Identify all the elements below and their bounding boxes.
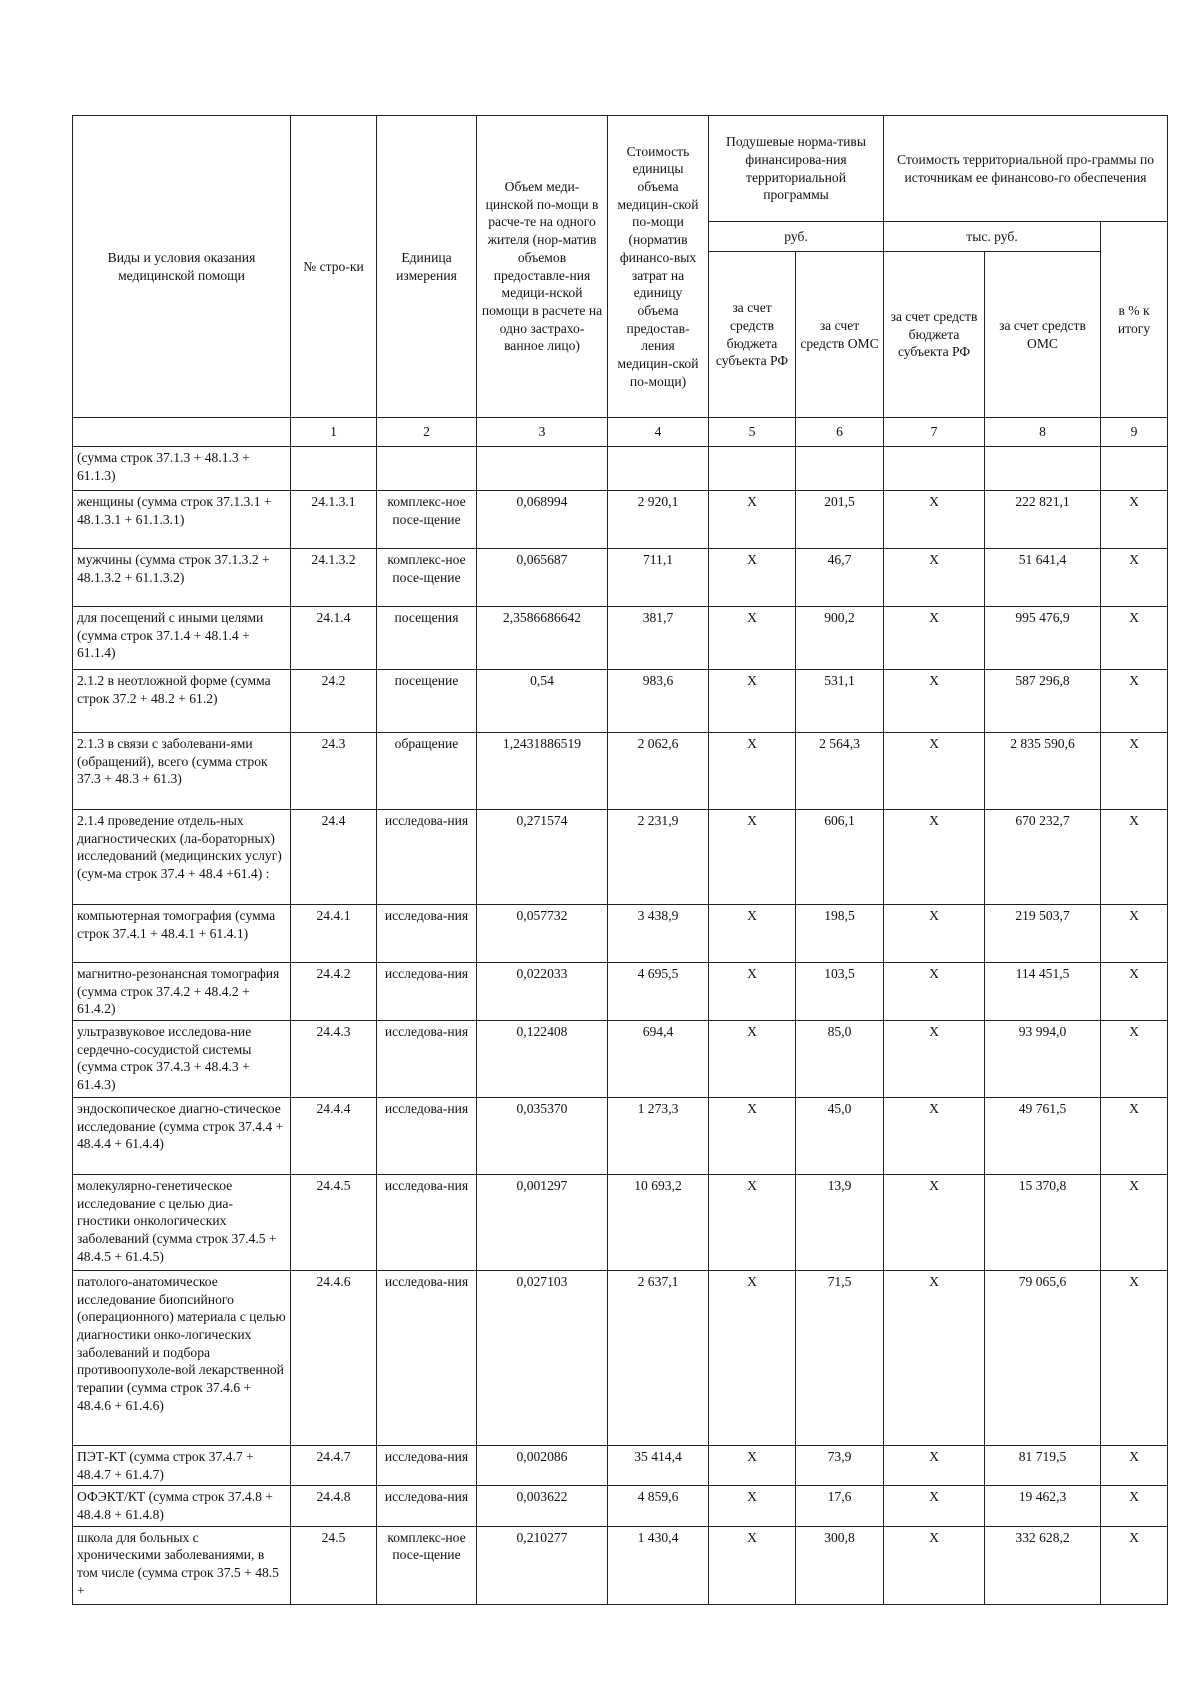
row-name: эндоскопическое диагно-стическое исследование (сумма строк 37.4.4 + 48.4.4 + 61.4.4) — [73, 1098, 291, 1175]
row-budget-rub: X — [709, 607, 796, 670]
row-volume: 1,2431886519 — [477, 733, 608, 810]
table-header — [73, 116, 1168, 447]
column-number: 4 — [608, 418, 709, 447]
row-unit: комплекс-ное посе-щение — [377, 549, 477, 607]
row-unit: исследова-ния — [377, 1175, 477, 1271]
row-percent: X — [1101, 810, 1168, 905]
row-cost: 983,6 — [608, 670, 709, 733]
row-budget-thousand: X — [884, 810, 985, 905]
row-volume: 0,003622 — [477, 1486, 608, 1526]
row-oms-rub: 531,1 — [796, 670, 884, 733]
row-percent: X — [1101, 733, 1168, 810]
row-unit: исследова-ния — [377, 1446, 477, 1486]
row-budget-thousand: X — [884, 1446, 985, 1486]
row-budget-thousand: X — [884, 1175, 985, 1271]
row-percent: X — [1101, 549, 1168, 607]
row-name: ультразвуковое исследова-ние сердечно-сосудистой системы (сумма строк 37.4.3 + 48.4.3 + 61.4.3) — [73, 1021, 291, 1098]
header-unit-thousand-rub: тыс. руб. — [884, 222, 1101, 252]
table-row — [73, 1446, 1168, 1486]
row-oms-rub: 103,5 — [796, 963, 884, 1021]
column-number-empty — [73, 418, 291, 447]
row-volume: 0,057732 — [477, 905, 608, 963]
row-budget-rub: X — [709, 549, 796, 607]
header-budget-thousand: за счет средств бюджета субъекта РФ — [884, 252, 985, 418]
row-cost: 10 693,2 — [608, 1175, 709, 1271]
row-cost: 381,7 — [608, 607, 709, 670]
row-oms-thousand: 670 232,7 — [985, 810, 1101, 905]
row-volume: 0,068994 — [477, 491, 608, 549]
row-number: 24.1.4 — [291, 607, 377, 670]
row-number: 24.3 — [291, 733, 377, 810]
row-percent: X — [1101, 1526, 1168, 1604]
row-percent: X — [1101, 1271, 1168, 1446]
row-volume — [477, 447, 608, 491]
row-budget-rub: X — [709, 1175, 796, 1271]
row-unit: исследова-ния — [377, 1098, 477, 1175]
row-budget-rub: X — [709, 810, 796, 905]
row-cost: 694,4 — [608, 1021, 709, 1098]
row-oms-thousand: 332 628,2 — [985, 1526, 1101, 1604]
row-percent: X — [1101, 670, 1168, 733]
row-oms-thousand: 51 641,4 — [985, 549, 1101, 607]
row-percent — [1101, 447, 1168, 491]
row-name: ПЭТ-КТ (сумма строк 37.4.7 + 48.4.7 + 61.4.7) — [73, 1446, 291, 1486]
header-percent: в % к итогу — [1101, 222, 1168, 418]
row-budget-thousand: X — [884, 1098, 985, 1175]
row-unit: посещения — [377, 607, 477, 670]
row-unit: комплекс-ное посе-щение — [377, 1526, 477, 1604]
row-budget-rub: X — [709, 1526, 796, 1604]
row-volume: 0,001297 — [477, 1175, 608, 1271]
row-oms-rub: 46,7 — [796, 549, 884, 607]
table-row — [73, 1175, 1168, 1271]
table-row — [73, 733, 1168, 810]
row-volume: 0,065687 — [477, 549, 608, 607]
row-name: 2.1.4 проведение отдель-ных диагностических (ла-бораторных) исследований (медицинских услуг) (сум-ма строк 37.4 + 48.4 +61.4) : — [73, 810, 291, 905]
row-volume: 0,035370 — [477, 1098, 608, 1175]
table-row — [73, 607, 1168, 670]
row-cost: 1 430,4 — [608, 1526, 709, 1604]
column-numbers-row — [73, 418, 1168, 447]
row-unit: исследова-ния — [377, 1271, 477, 1446]
row-number: 24.5 — [291, 1526, 377, 1604]
row-number: 24.1.3.1 — [291, 491, 377, 549]
row-percent: X — [1101, 963, 1168, 1021]
row-budget-rub: X — [709, 1021, 796, 1098]
table-row — [73, 1021, 1168, 1098]
row-cost: 1 273,3 — [608, 1098, 709, 1175]
row-oms-rub: 2 564,3 — [796, 733, 884, 810]
row-volume: 0,210277 — [477, 1526, 608, 1604]
row-percent: X — [1101, 905, 1168, 963]
header-budget-rub: за счет средств бюджета субъекта РФ — [709, 252, 796, 418]
row-percent: X — [1101, 607, 1168, 670]
header-oms-thousand: за счет средств ОМС — [985, 252, 1101, 418]
row-budget-thousand: X — [884, 1486, 985, 1526]
table-row — [73, 670, 1168, 733]
row-number: 24.4 — [291, 810, 377, 905]
row-number: 24.4.4 — [291, 1098, 377, 1175]
row-budget-thousand — [884, 447, 985, 491]
column-number: 6 — [796, 418, 884, 447]
row-name: ОФЭКТ/КТ (сумма строк 37.4.8 + 48.4.8 + 61.4.8) — [73, 1486, 291, 1526]
header-per-capita: Подушевые норма-тивы финансирова-ния территориальной программы — [709, 116, 884, 222]
row-percent: X — [1101, 1175, 1168, 1271]
row-budget-thousand: X — [884, 549, 985, 607]
row-oms-rub: 17,6 — [796, 1486, 884, 1526]
row-budget-rub: X — [709, 1098, 796, 1175]
row-budget-thousand: X — [884, 607, 985, 670]
row-number: 24.4.8 — [291, 1486, 377, 1526]
row-budget-thousand: X — [884, 963, 985, 1021]
row-volume: 0,122408 — [477, 1021, 608, 1098]
row-budget-thousand: X — [884, 491, 985, 549]
header-cost-program: Стоимость территориальной про-граммы по источникам ее финансово-го обеспечения — [884, 116, 1168, 222]
row-cost: 4 859,6 — [608, 1486, 709, 1526]
row-unit: исследова-ния — [377, 810, 477, 905]
row-budget-rub: X — [709, 905, 796, 963]
column-number: 3 — [477, 418, 608, 447]
row-number: 24.4.6 — [291, 1271, 377, 1446]
table-row — [73, 1526, 1168, 1604]
row-oms-thousand: 222 821,1 — [985, 491, 1101, 549]
row-number: 24.2 — [291, 670, 377, 733]
row-cost: 4 695,5 — [608, 963, 709, 1021]
row-budget-rub: X — [709, 733, 796, 810]
table-row — [73, 491, 1168, 549]
row-name: школа для больных с хроническими заболеваниями, в том числе (сумма строк 37.5 + 48.5 + — [73, 1526, 291, 1604]
row-budget-rub: X — [709, 1486, 796, 1526]
row-number: 24.4.5 — [291, 1175, 377, 1271]
row-unit: исследова-ния — [377, 1021, 477, 1098]
row-name: (сумма строк 37.1.3 + 48.1.3 + 61.1.3) — [73, 447, 291, 491]
column-number: 7 — [884, 418, 985, 447]
table-row — [73, 1486, 1168, 1526]
column-number: 1 — [291, 418, 377, 447]
header-types: Виды и условия оказания медицинской помощи — [73, 116, 291, 418]
table-row — [73, 810, 1168, 905]
row-name: компьютерная томография (сумма строк 37.4.1 + 48.4.1 + 61.4.1) — [73, 905, 291, 963]
row-oms-thousand: 93 994,0 — [985, 1021, 1101, 1098]
table-row — [73, 1098, 1168, 1175]
table-row — [73, 963, 1168, 1021]
row-cost — [608, 447, 709, 491]
row-oms-rub: 198,5 — [796, 905, 884, 963]
row-cost: 711,1 — [608, 549, 709, 607]
row-oms-thousand: 15 370,8 — [985, 1175, 1101, 1271]
row-oms-thousand: 995 476,9 — [985, 607, 1101, 670]
row-volume: 0,271574 — [477, 810, 608, 905]
row-oms-rub: 71,5 — [796, 1271, 884, 1446]
header-volume: Объем меди-цинской по-мощи в расче-те на одного жителя (нор-матив объемов предоставле-ния медици-нской помощи в расчете на одно застрахо-ванное лицо) — [477, 116, 608, 418]
row-number: 24.4.1 — [291, 905, 377, 963]
row-volume: 2,3586686642 — [477, 607, 608, 670]
row-name: патолого-анатомическое исследование биопсийного (операционного) материала с целью диагностики онко-логических заболеваний и подбора противоопухоле-вой лекарственной терапии (сумма строк 37.4.6 + 48.4.6 + 61.4.6) — [73, 1271, 291, 1446]
row-oms-thousand: 79 065,6 — [985, 1271, 1101, 1446]
row-oms-thousand: 2 835 590,6 — [985, 733, 1101, 810]
row-budget-rub: X — [709, 963, 796, 1021]
column-number: 2 — [377, 418, 477, 447]
row-cost: 2 637,1 — [608, 1271, 709, 1446]
row-volume: 0,54 — [477, 670, 608, 733]
row-oms-thousand: 219 503,7 — [985, 905, 1101, 963]
table-row — [73, 905, 1168, 963]
row-oms-rub — [796, 447, 884, 491]
table-row — [73, 1271, 1168, 1446]
row-oms-rub: 300,8 — [796, 1526, 884, 1604]
header-cost: Стоимость единицы объема медицин-ской по-мощи (норматив финансо-вых затрат на единицу объема предостав-ления медицин-ской по-мощи) — [608, 116, 709, 418]
row-unit: исследова-ния — [377, 1486, 477, 1526]
row-cost: 2 231,9 — [608, 810, 709, 905]
row-number: 24.4.3 — [291, 1021, 377, 1098]
row-oms-thousand — [985, 447, 1101, 491]
header-row-no: № стро-ки — [291, 116, 377, 418]
financing-table — [72, 115, 1168, 1605]
row-oms-rub: 201,5 — [796, 491, 884, 549]
row-name: 2.1.2 в неотложной форме (сумма строк 37.2 + 48.2 + 61.2) — [73, 670, 291, 733]
row-name: для посещений с иными целями (сумма строк 37.1.4 + 48.1.4 + 61.1.4) — [73, 607, 291, 670]
row-cost: 3 438,9 — [608, 905, 709, 963]
row-name: молекулярно-генетическое исследование с целью диа-гностики онкологических заболеваний (сумма строк 37.4.5 + 48.4.5 + 61.4.5) — [73, 1175, 291, 1271]
row-unit — [377, 447, 477, 491]
row-budget-thousand: X — [884, 1526, 985, 1604]
row-cost: 35 414,4 — [608, 1446, 709, 1486]
row-name: женщины (сумма строк 37.1.3.1 + 48.1.3.1 + 61.1.3.1) — [73, 491, 291, 549]
row-name: магнитно-резонансная томография (сумма строк 37.4.2 + 48.4.2 + 61.4.2) — [73, 963, 291, 1021]
row-oms-rub: 85,0 — [796, 1021, 884, 1098]
row-unit: исследова-ния — [377, 905, 477, 963]
row-budget-rub — [709, 447, 796, 491]
column-number: 5 — [709, 418, 796, 447]
row-oms-thousand: 587 296,8 — [985, 670, 1101, 733]
row-percent: X — [1101, 491, 1168, 549]
row-name: 2.1.3 в связи с заболевани-ями (обращений), всего (сумма строк 37.3 + 48.3 + 61.3) — [73, 733, 291, 810]
row-budget-thousand: X — [884, 905, 985, 963]
row-unit: исследова-ния — [377, 963, 477, 1021]
header-unit-rub: руб. — [709, 222, 884, 252]
row-number: 24.4.2 — [291, 963, 377, 1021]
row-percent: X — [1101, 1021, 1168, 1098]
row-number: 24.4.7 — [291, 1446, 377, 1486]
row-cost: 2 920,1 — [608, 491, 709, 549]
row-oms-thousand: 49 761,5 — [985, 1098, 1101, 1175]
row-unit: комплекс-ное посе-щение — [377, 491, 477, 549]
row-oms-rub: 900,2 — [796, 607, 884, 670]
row-volume: 0,027103 — [477, 1271, 608, 1446]
row-oms-rub: 73,9 — [796, 1446, 884, 1486]
row-budget-rub: X — [709, 670, 796, 733]
row-budget-rub: X — [709, 1446, 796, 1486]
row-number — [291, 447, 377, 491]
row-name: мужчины (сумма строк 37.1.3.2 + 48.1.3.2 + 61.1.3.2) — [73, 549, 291, 607]
column-number: 9 — [1101, 418, 1168, 447]
row-oms-thousand: 114 451,5 — [985, 963, 1101, 1021]
header-unit: Единица измерения — [377, 116, 477, 418]
row-budget-thousand: X — [884, 1271, 985, 1446]
row-oms-rub: 13,9 — [796, 1175, 884, 1271]
row-budget-rub: X — [709, 491, 796, 549]
row-oms-thousand: 81 719,5 — [985, 1446, 1101, 1486]
row-oms-rub: 606,1 — [796, 810, 884, 905]
row-oms-thousand: 19 462,3 — [985, 1486, 1101, 1526]
row-percent: X — [1101, 1098, 1168, 1175]
row-percent: X — [1101, 1446, 1168, 1486]
row-percent: X — [1101, 1486, 1168, 1526]
row-budget-thousand: X — [884, 1021, 985, 1098]
table-row — [73, 549, 1168, 607]
row-volume: 0,022033 — [477, 963, 608, 1021]
row-cost: 2 062,6 — [608, 733, 709, 810]
row-budget-thousand: X — [884, 733, 985, 810]
row-number: 24.1.3.2 — [291, 549, 377, 607]
table-body — [73, 447, 1168, 1605]
column-number: 8 — [985, 418, 1101, 447]
table-row — [73, 447, 1168, 491]
row-budget-rub: X — [709, 1271, 796, 1446]
row-oms-rub: 45,0 — [796, 1098, 884, 1175]
header-oms-rub: за счет средств ОМС — [796, 252, 884, 418]
row-budget-thousand: X — [884, 670, 985, 733]
row-volume: 0,002086 — [477, 1446, 608, 1486]
document-page — [72, 115, 1167, 1605]
row-unit: посещение — [377, 670, 477, 733]
row-unit: обращение — [377, 733, 477, 810]
